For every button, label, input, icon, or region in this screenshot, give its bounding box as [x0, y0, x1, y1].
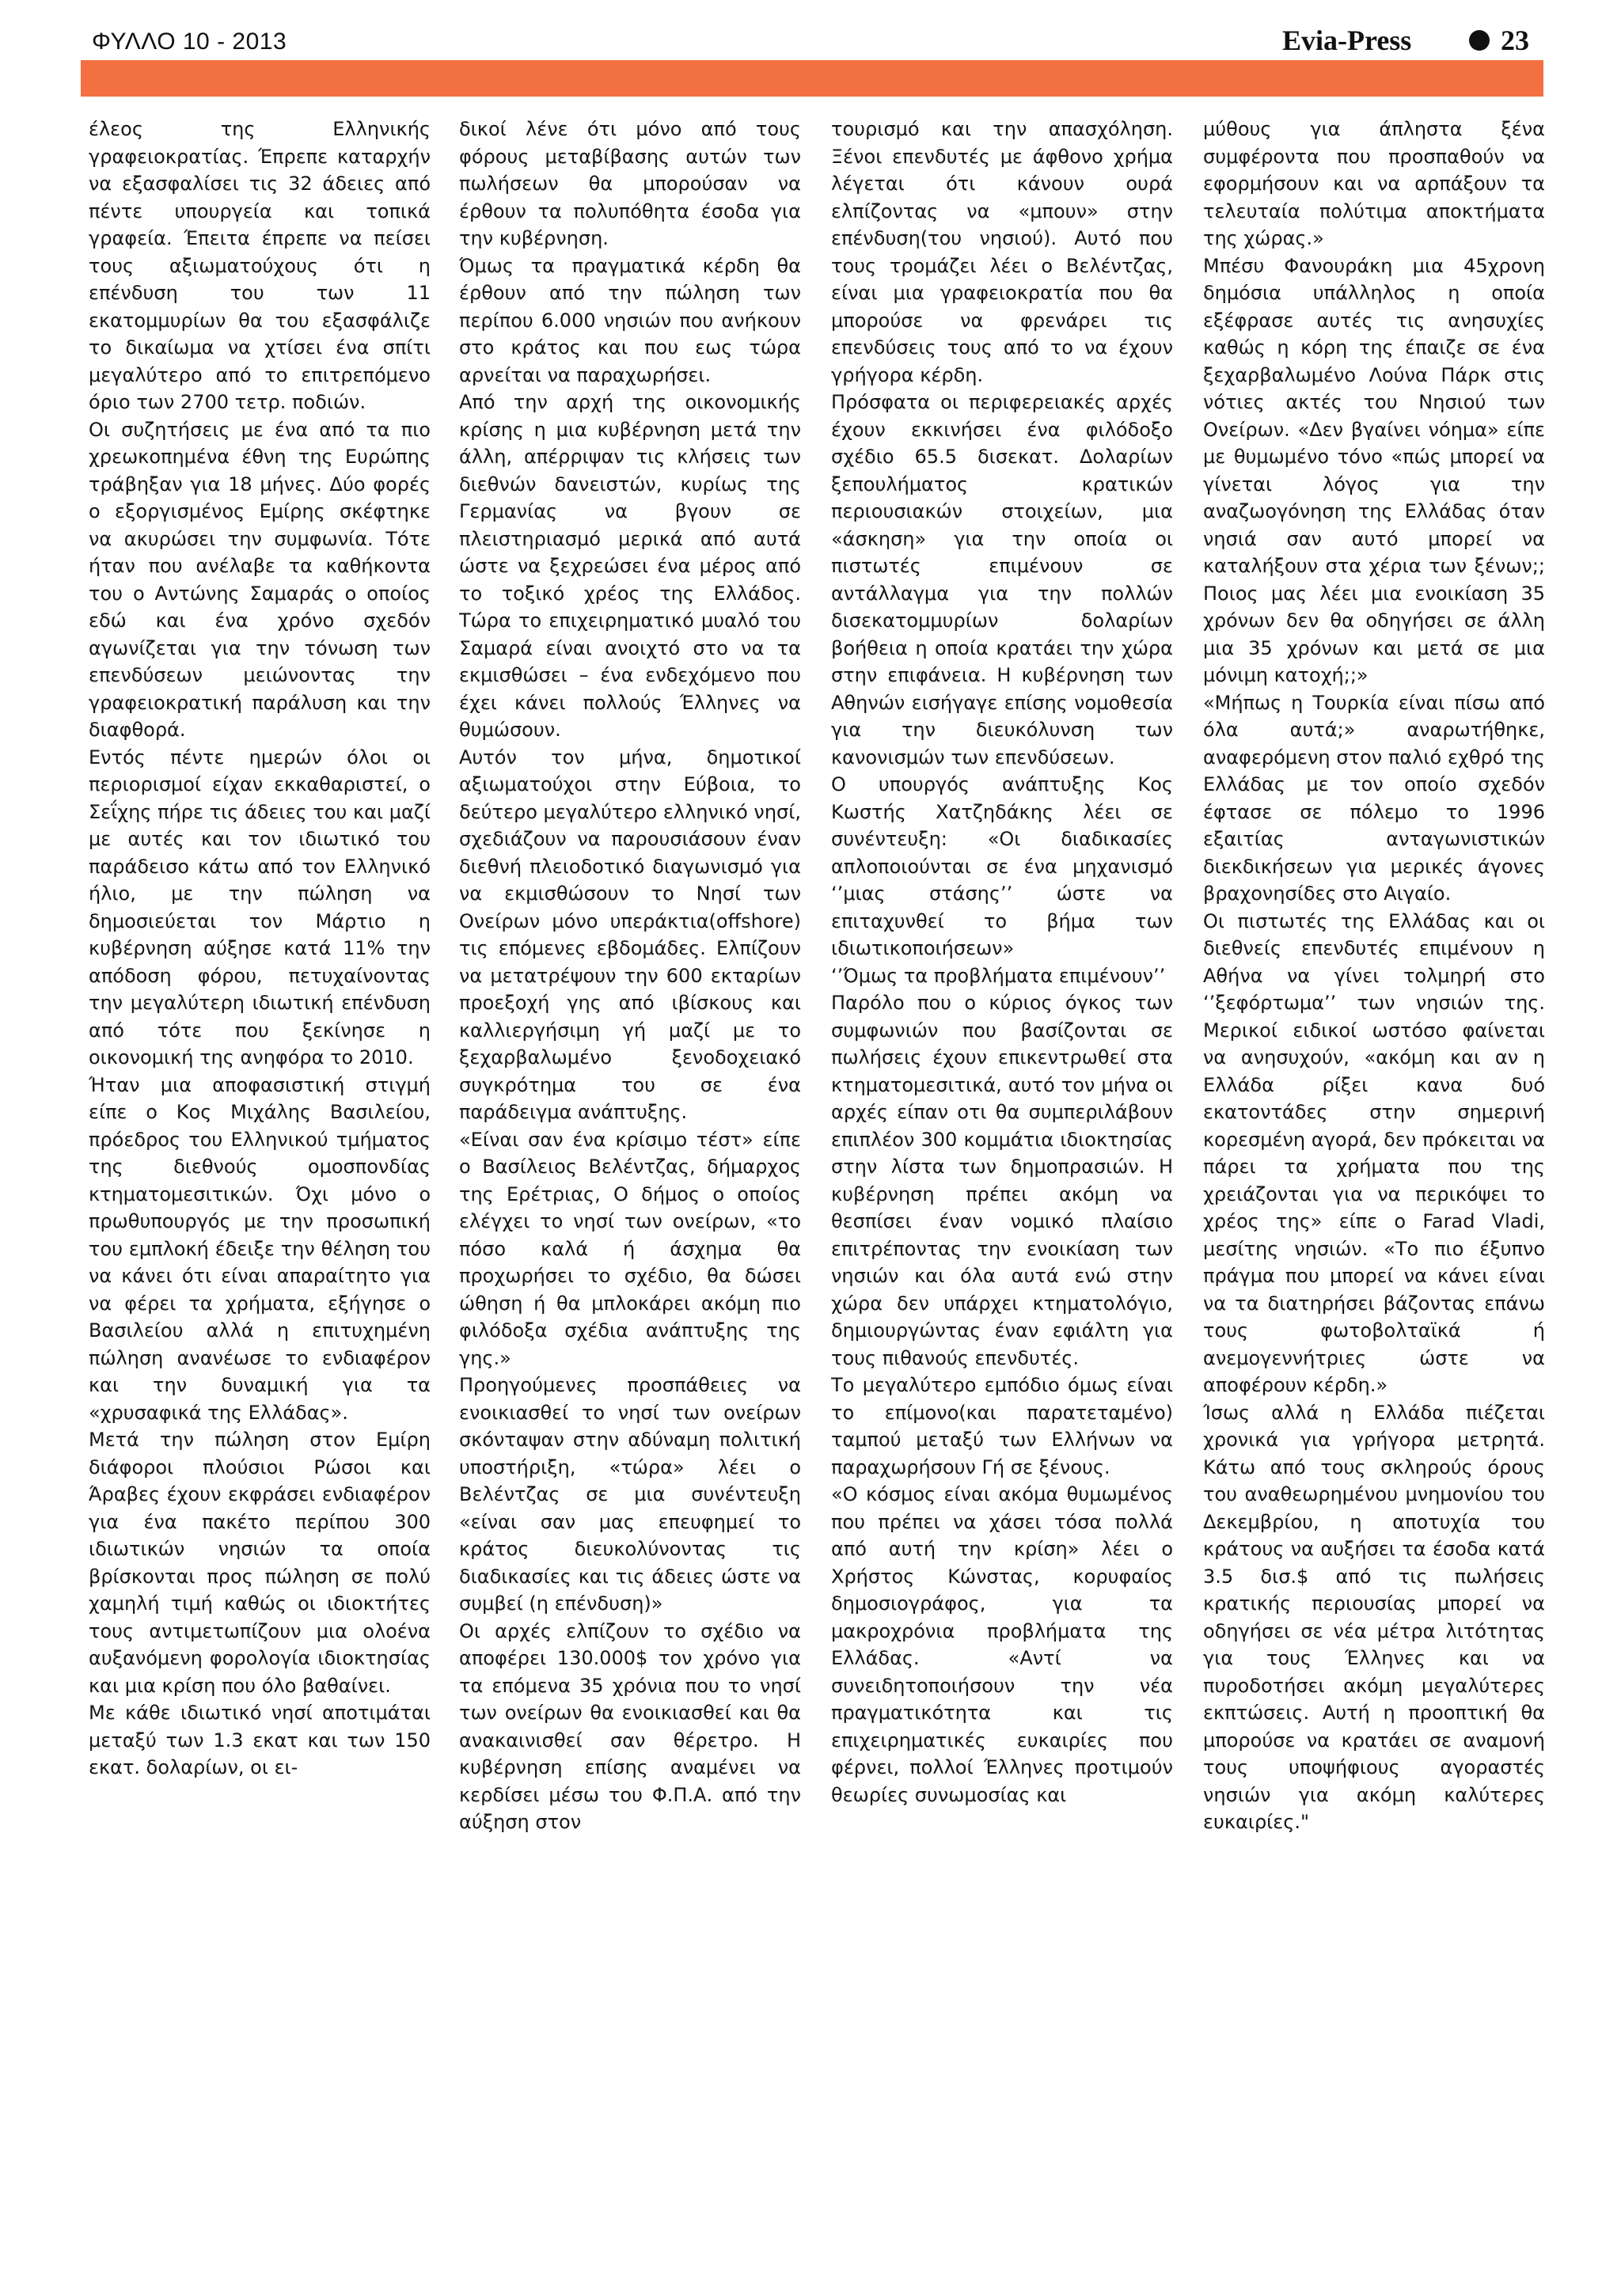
article-column-3	[831, 116, 1173, 2252]
paragraph: Εντός πέντε ημερών όλοι οι περιορισμοί είχαν εκκαθαριστεί, ο Σεΐχης πήρε τις άδειες του και μαζί με αυτές και τον ιδιωτικό του παράδεισο κάτω από τον Ελληνικό ήλιο, με την πώληση να δημοσιεύεται τον Μάρτιο η κυβέρνηση αύξησε κατά 11% την απόδοση φόρου, πετυχαίνοντας την μεγαλύτερη ιδιωτική επένδυση από τότε που ξεκίνησε η οικονομική της ανηφόρα το 2010.	[89, 746, 431, 1068]
article-column-2	[459, 116, 801, 2252]
paragraph: Ίσως αλλά η Ελλάδα πιέζεται χρονικά για γρήγορα μετρητά. Κάτω από τους σκληρούς όρους του αναθεωρημένου μνημονίου του Δεκεμβρίου, η αποτυχία του κράτους να αυξήσει τα έσοδα κατά 3.5 δισ.$ από τις πωλήσεις κρατικής περιουσίας μπορεί να οδηγήσει σε νέα μέτρα λιτότητας για τους Έλληνες και να πυροδοτήσει ακόμη μεγαλύτερες εκπτώσεις. Αυτή η προοπτική θα μπορούσε να κρατάει σε αναμονή τους υποψήφιους αγοραστές νησιών για ακόμη καλύτερες ευκαιρίες."	[1203, 1401, 1545, 1833]
paragraph: Αυτόν τον μήνα, δημοτικοί αξιωματούχοι στην Εύβοια, το δεύτερο μεγαλύτερο ελληνικό νησί, σχεδιάζουν να παρουσιάσουν έναν διεθνή πλειοδοτικό διαγωνισμό για να εκμισθώσουν το Νησί των Ονείρων μόνο υπεράκτια(offshore) τις επόμενες εβδομάδες. Ελπίζουν να μετατρέψουν την 600 εκταρίων προεξοχή γης από ιβίσκους και καλλιεργήσιμη γή μαζί με το ξεχαρβαλωμένο ξενοδοχειακό συγκρότημα του σε ένα παράδειγμα ανάπτυξης.	[459, 746, 801, 1123]
paragraph: Το μεγαλύτερο εμπόδιο όμως είναι το επίμονο(και παρατεταμένο) ταμπού μεταξύ των Ελλήνων να παραχωρήσουν Γή σε ξένους.	[831, 1374, 1173, 1478]
bullet-dot-icon	[1469, 30, 1490, 51]
issue-label: ΦΥΛΛΟ 10 - 2013	[92, 28, 287, 55]
article-column-1	[89, 116, 431, 2252]
paragraph: ‘’Όμως τα προβλήματα επιμένουν’’	[831, 964, 1166, 987]
page-number: 23	[1501, 25, 1529, 56]
brand-name: Evia-Press	[1282, 25, 1412, 56]
paragraph: «Είναι σαν ένα κρίσιμο τέστ» είπε ο Βασίλειος Βελέντζας, δήμαρχος της Ερέτριας, Ο δήμος ο οποίος ελέγχει το νησί των ονείρων, «το πόσο καλά ή άσχημα θα προχωρήσει το σχέδιο, θα δώσει ώθηση ή θα μπλοκάρει ακόμη πιο φιλόδοξα σχέδια ανάπτυξης της γης.»	[459, 1128, 801, 1369]
paragraph: δικοί λένε ότι μόνο από τους φόρους μεταβίβασης αυτών των πωλήσεων θα μπορούσαν να έρθουν τα πολυπόθητα έσοδα για την κυβέρνηση.	[459, 118, 801, 249]
paragraph: Ο υπουργός ανάπτυξης Κος Κωστής Χατζηδάκης λέει σε συνέντευξη: «Οι διαδικασίες απλοποιούνται σε ένα μηχανισμό ‘’μιας στάσης’’ ώστε να επιταχυνθεί το βήμα των ιδιωτικοποιήσεων»	[831, 773, 1173, 959]
paragraph: Μετά την πώληση στον Εμίρη διάφοροι πλούσιοι Ρώσοι και Άραβες έχουν εκφράσει ενδιαφέρον για ένα πακέτο περίπου 300 ιδιωτικών νησιών τα οποία βρίσκονται προς πώληση σε πολύ χαμηλή τιμή καθώς οι ιδιοκτήτες τους αντιμετωπίζουν μια ολοένα αυξανόμενη φορολογία ιδιοκτησίας και μια κρίση που όλο βαθαίνει.	[89, 1429, 431, 1697]
paragraph: «Ο κόσμος είναι ακόμα θυμωμένος που πρέπει να χάσει τόσα πολλά από αυτή την κρίση» λέει ο Χρήστος Κώνστας, κορυφαίος δημοσιογράφος, για τα μακροχρόνια προβλήματα της Ελλάδας. «Αντί να συνειδητοποιήσουν την νέα πραγματικότητα και τις επιχειρηματικές ευκαιρίες που φέρνει, πολλοί Έλληνες προτιμούν θεωρίες συνωμοσίας και	[831, 1483, 1173, 1806]
paragraph: Προηγούμενες προσπάθειες να ενοικιασθεί το νησί των ονείρων σκόνταψαν στην αδύναμη πολιτική υποστήριξη, «τώρα» λέει ο Βελέντζας σε μια συνέντευξη «είναι σαν μας επευφημεί το κράτος διευκολύνοντας τις διαδικασίες και τις άδειες ώστε να συμβεί (η επένδυση)»	[459, 1374, 801, 1615]
header-bar	[81, 60, 1543, 97]
paragraph: μύθους για άπληστα ξένα συμφέροντα που προσπαθούν να εφορμήσουν και να αρπάξουν τα τελευταία πολύτιμα αποκτήματα της χώρας.»	[1203, 118, 1545, 249]
paragraph: Με κάθε ιδιωτικό νησί αποτιμάται μεταξύ των 1.3 εκατ και των 150 εκατ. δολαρίων, οι ει-	[89, 1702, 431, 1778]
paragraph: Ήταν μια αποφασιστική στιγμή είπε ο Κος Μιχάλης Βασιλείου, πρόεδρος του Ελληνικού τμήματος της διεθνούς ομοσπονδίας κτηματομεσιτικών. Όχι μόνο ο πρωθυπουργός με την προσωπική του εμπλοκή έδειξε την θέληση του να κάνει ότι είναι απαραίτητο για να φέρει τα χρήματα, εξήγησε ο Βασιλείου αλλά η επιτυχημένη πώληση ανανέωσε το ενδιαφέρον και την δυναμική για τα «χρυσαφικά της Ελλάδας».	[89, 1073, 431, 1424]
paragraph: Οι συζητήσεις με ένα από τα πιο χρεωκοπημένα έθνη της Ευρώπης τράβηξαν για 18 μήνες. Δύο φορές ο εξοργισμένος Εμίρης σκέφτηκε να ακυρώσει την συμφωνία. Τότε ήταν που ανέλαβε τα καθήκοντα του ο Αντώνης Σαμαράς ο οποίος εδώ και ένα χρόνο σχεδόν αγωνίζεται για την τόνωση των επενδύσεων μειώνοντας την γραφειοκρατική παράλυση και την διαφθορά.	[89, 418, 431, 741]
paragraph: Οι πιστωτές της Ελλάδας και οι διεθνείς επενδυτές επιμένουν η Αθήνα να γίνει τολμηρή στο ‘’ξεφόρτωμα’’ των νησιών της. Μερικοί ειδικοί ωστόσο φαίνεται να ανησυχούν, «ακόμη και αν η Ελλάδα ρίξει κανα δυό εκατοντάδες στην σημερινή κορεσμένη αγορά, δεν πρόκειται να πάρει τα χρήματα που της χρειάζονται για να περικόψει το χρέος της» είπε ο Farad Vladi, μεσίτης νησιών. «Το πιο έξυπνο πράγμα που μπορεί να κάνει είναι να τα διατηρήσει βάζοντας επάνω τους φωτοβολταϊκά ή ανεμογεννήτριες ώστε να αποφέρουν κέρδη.»	[1203, 909, 1545, 1396]
paragraph: Παρόλο που ο κύριος όγκος των συμφωνιών που βασίζονται σε πωλήσεις έχουν επικεντρωθεί στα κτηματομεσιτικά, αυτό τον μήνα οι αρχές είπαν οτι θα συμπεριλάβουν επιπλέον 300 κομμάτια ιδιοκτησίας στην λίστα των δημοπρασιών. Η κυβέρνηση πρέπει ακόμη να θεσπίσει έναν νομικό πλαίσιο επιτρέποντας την ενοικίαση των νησιών και όλα αυτά ενώ στην χώρα δεν υπάρχει κτηματολόγιο, δημιουργώντας έναν εφιάλτη για τους πιθανούς επενδυτές.	[831, 992, 1173, 1369]
paragraph: Από την αρχή της οικονομικής κρίσης η μια κυβέρνηση μετά την άλλη, απέρριψαν τις κλήσεις των διεθνών δανειστών, κυρίως της Γερμανίας να βγουν σε πλειστηριασμό μερικά από αυτά ώστε να ξεχρεώσει ένα μέρος από το τοξικό χρέος της Ελλάδος. Τώρα το επιχειρηματικό μυαλό του Σαμαρά είναι ανοιχτό στο να τα εκμισθώσει – ένα ενδεχόμενο που έχει κάνει πολλούς Έλληνες να θυμώσουν.	[459, 391, 801, 741]
paragraph: Οι αρχές ελπίζουν το σχέδιο να αποφέρει 130.000$ τον χρόνο για τα επόμενα 35 χρόνια που το νησί των ονείρων θα ενοικιασθεί και θα ανακαινισθεί σαν θέρετρο. Η κυβέρνηση επίσης αναμένει να κερδίσει μέσω του Φ.Π.Α. από την αύξηση στον	[459, 1619, 801, 1833]
article-column-4	[1203, 116, 1545, 2252]
paragraph: τουρισμό και την απασχόληση. Ξένοι επενδυτές με άφθονο χρήμα λέγεται ότι κάνουν ουρά ελπίζοντας να «μπουν» στην επένδυση(του νησιού). Αυτό που τους τρομάζει λέει ο Βελέντζας, είναι μια γραφειοκρατία που θα μπορούσε να φρενάρει τις επενδύσεις τους από το να έχουν γρήγορα κέρδη.	[831, 118, 1173, 386]
paragraph: Όμως τα πραγματικά κέρδη θα έρθουν από την πώληση των περίπου 6.000 νησιών που ανήκουν στο κράτος και που εως τώρα αρνείται να παραχωρήσει.	[459, 254, 801, 386]
paragraph: έλεος της Ελληνικής γραφειοκρατίας. Έπρεπε καταρχήν να εξασφαλίσει τις 32 άδειες από πέντε υπουργεία και τοπικά γραφεία. Έπειτα έπρεπε να πείσει τους αξιωματούχους ότι η επένδυση του των 11 εκατομμυρίων θα του εξασφάλιζε το δικαίωμα να χτίσει ένα σπίτι μεγαλύτερο από το επιτρεπόμενο όριο των 2700 τετρ. ποδιών.	[89, 118, 431, 413]
paragraph: Πρόσφατα οι περιφερειακές αρχές έχουν εκκινήσει ένα φιλόδοξο σχέδιο 65.5 δισεκατ. Δολαρίων ξεπουλήματος κρατικών περιουσιακών στοιχείων, μια «άσκηση» για την οποία οι πιστωτές επιμένουν σε αντάλλαγμα για την πολλών δισεκατομμυρίων δολαρίων βοήθεια η οποία κρατάει την χώρα στην επιφάνεια. Η κυβέρνηση των Αθηνών εισήγαγε επίσης νομοθεσία για την διευκόλυνση των κανονισμών των επενδύσεων.	[831, 391, 1173, 768]
paragraph: «Μήπως η Τουρκία είναι πίσω από όλα αυτά;» αναρωτήθηκε, αναφερόμενη στον παλιό εχθρό της Ελλάδας με τον οποίο σχεδόν έφτασε σε πόλεμο το 1996 εξαιτίας ανταγωνιστικών διεκδικήσεων για μερικές άγονες βραχονησίδες στο Αιγαίο.	[1203, 691, 1545, 905]
paragraph: Μπέσυ Φανουράκη μια 45χρονη δημόσια υπάλληλος η οποία εξέφρασε αυτές τις ανησυχίες καθώς η κόρη της έπαιζε σε ένα ξεχαρβαλωμένο Λούνα Πάρκ στις νότιες ακτές του Νησιού των Ονείρων. «Δεν βγαίνει νόημα» είπε με θυμωμένο τόνο «πώς μπορεί να γίνεται λόγος για την αναζωογόνηση της Ελλάδας όταν νησιά σαν αυτό μπορεί να καταλήξουν στα χέρια των ξένων;; Ποιος μας λέει μια ενοικίαση 35 χρόνων δεν θα οδηγήσει σε άλλη μια 35 χρόνων και μετά σε μια μόνιμη κατοχή;;»	[1203, 254, 1545, 686]
